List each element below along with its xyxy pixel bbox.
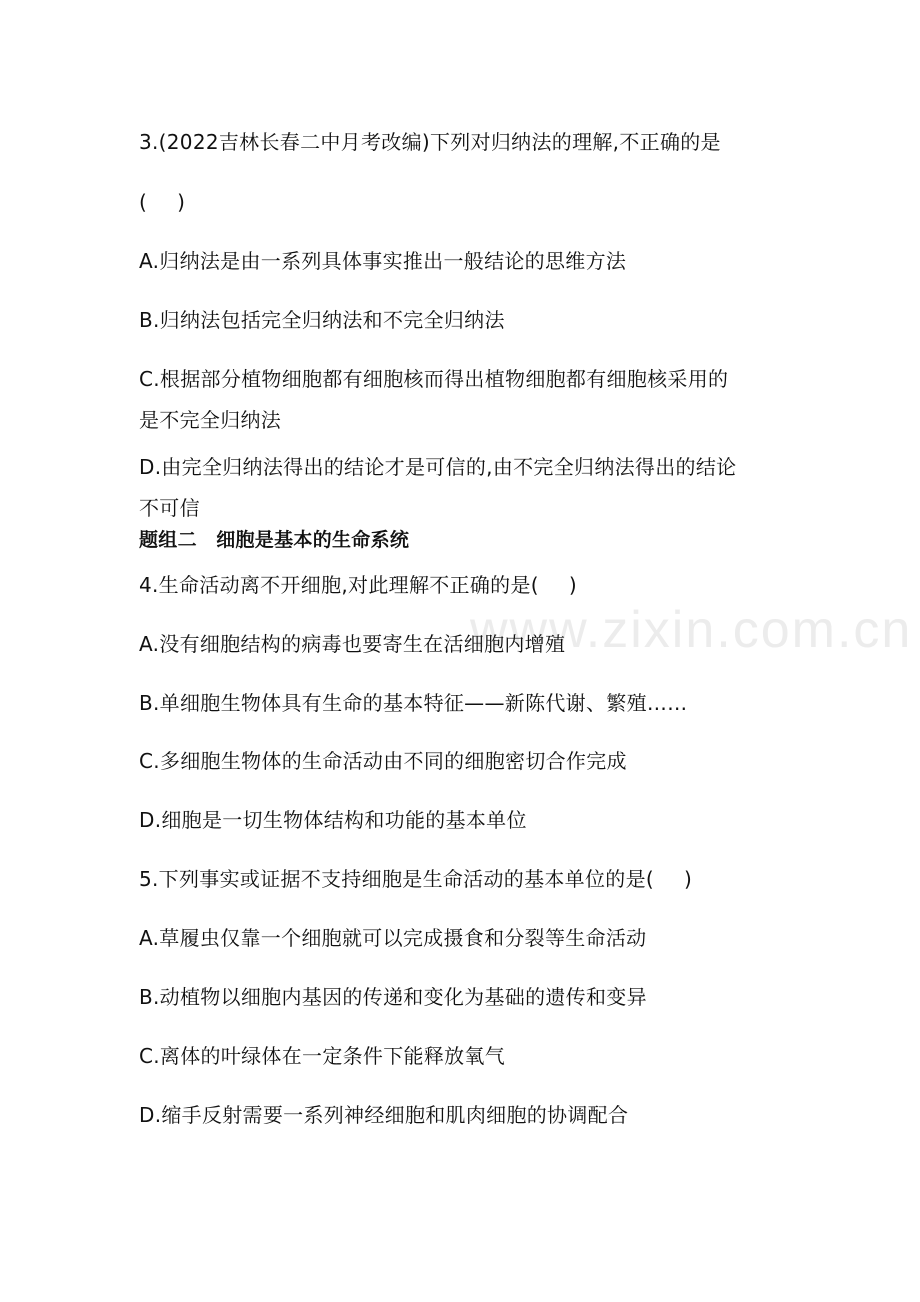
q4-paren-close: ) [568, 573, 577, 597]
q5-option-c: C.离体的叶绿体在一定条件下能释放氧气 [139, 1044, 506, 1068]
q4-option-d: D.细胞是一切生物体结构和功能的基本单位 [139, 808, 527, 832]
q5-option-b: B.动植物以细胞内基因的传递和变化为基础的遗传和变异 [139, 985, 647, 1009]
q4-option-c: C.多细胞生物体的生命活动由不同的细胞密切合作完成 [139, 749, 627, 773]
q3-option-b: B.归纳法包括完全归纳法和不完全归纳法 [139, 308, 505, 332]
watermark: www.zixin.com.cn [470, 601, 913, 659]
q4-option-b: B.单细胞生物体具有生命的基本特征——新陈代谢、繁殖…… [139, 691, 688, 715]
q3-option-a: A.归纳法是由一系列具体事实推出一般结论的思维方法 [139, 249, 627, 273]
q4-stem: 4.生命活动离不开细胞,对此理解不正确的是( [139, 573, 539, 597]
q3-paren-close: ) [177, 190, 186, 214]
q4-option-a: A.没有细胞结构的病毒也要寄生在活细胞内增殖 [139, 632, 566, 656]
q5-stem-line [139, 865, 692, 893]
q4-stem-line [139, 571, 577, 599]
q3-stem: 3.(2022吉林长春二中月考改编)下列对归纳法的理解,不正确的是 [139, 130, 721, 154]
q3-option-d-line1: D.由完全归纳法得出的结论才是可信的,由不完全归纳法得出的结论 [139, 455, 737, 479]
q3-paren-open: ( [139, 190, 148, 214]
q5-option-d: D.缩手反射需要一系列神经细胞和肌肉细胞的协调配合 [139, 1103, 629, 1127]
q3-option-c-line1: C.根据部分植物细胞都有细胞核而得出植物细胞都有细胞核采用的 [139, 367, 729, 391]
group-heading: 题组二 细胞是基本的生命系统 [139, 529, 410, 551]
q3-option-d-line2: 不可信 [139, 496, 200, 520]
q3-option-c-line2: 是不完全归纳法 [139, 408, 282, 432]
q3-answer-blank [139, 188, 185, 216]
q5-paren-close: ) [683, 867, 693, 891]
q5-stem: 5.下列事实或证据不支持细胞是生命活动的基本单位的是( [139, 867, 654, 891]
q5-option-a: A.草履虫仅靠一个细胞就可以完成摄食和分裂等生命活动 [139, 926, 647, 950]
